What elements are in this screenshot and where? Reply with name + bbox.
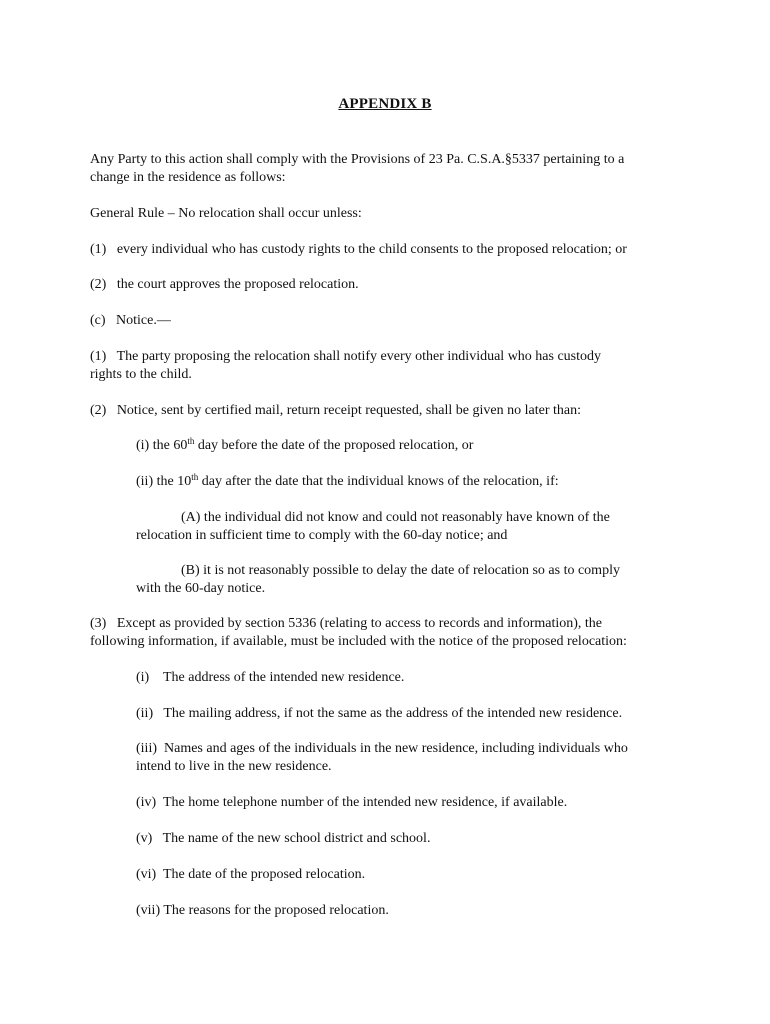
intro-line-1: Any Party to this action shall comply with the Provisions of 23 Pa. C.S.A.§5337 pertaining to a: [90, 152, 625, 167]
notice-3-line-2: following information, if available, must be included with the notice of the proposed relocation:: [90, 634, 627, 649]
intro-line-2: change in the residence as follows:: [90, 170, 286, 185]
notice-2-item-i-post: day before the date of the proposed relocation, or: [194, 438, 474, 453]
notice-2-item-A-line-1: (A) the individual did not know and could not reasonably have known of the: [181, 510, 610, 525]
item-v: (v) The name of the new school district and school.: [136, 831, 431, 846]
notice-2-item-i: [136, 437, 676, 455]
notice-2-item-i-pre: (i) the 60: [136, 438, 188, 453]
item-iii-line-1: (iii) Names and ages of the individuals in the new residence, including individuals who: [136, 741, 628, 756]
rule-2: (2) the court approves the proposed relocation.: [90, 277, 359, 292]
notice-2-item-B-line-1: (B) it is not reasonably possible to delay the date of relocation so as to comply: [181, 563, 620, 578]
notice-2-item-ii-pre: (ii) the 10: [136, 474, 192, 489]
item-iii-line-2: intend to live in the new residence.: [136, 759, 332, 774]
notice-2-item-A: [136, 509, 676, 545]
notice-2-item-B-line-2: with the 60-day notice.: [136, 581, 266, 596]
item-iv: (iv) The home telephone number of the intended new residence, if available.: [136, 795, 568, 810]
item-vi: (vi) The date of the proposed relocation.: [136, 867, 366, 882]
notice-2-item-B: [136, 562, 676, 598]
notice-1-line-2: rights to the child.: [90, 367, 192, 382]
general-rule: General Rule – No relocation shall occur unless:: [90, 206, 362, 221]
item-iii: [136, 740, 676, 776]
notice-3-line-1: (3) Except as provided by section 5336 (relating to access to records and information), the: [90, 616, 603, 631]
rule-1: (1) every individual who has custody rights to the child consents to the proposed relocation; or: [90, 242, 627, 257]
page-title: APPENDIX B: [338, 96, 432, 112]
notice-2-item-i-sup: th: [187, 436, 195, 446]
item-vii: (vii) The reasons for the proposed relocation.: [136, 903, 389, 918]
notice-2-item-ii: [136, 473, 676, 491]
notice-1: [90, 348, 690, 384]
notice-3: [90, 615, 690, 651]
notice-2-item-A-line-2: relocation in sufficient time to comply with the 60-day notice; and: [136, 528, 508, 543]
notice-2-item-ii-post: day after the date that the individual knows of the relocation, if:: [198, 474, 559, 489]
item-i: (i) The address of the intended new residence.: [136, 670, 405, 685]
intro-paragraph: [90, 151, 690, 187]
notice-1-line-1: (1) The party proposing the relocation shall notify every other individual who has custody: [90, 349, 602, 364]
notice-2: (2) Notice, sent by certified mail, return receipt requested, shall be given no later than:: [90, 403, 581, 418]
item-ii: (ii) The mailing address, if not the same as the address of the intended new residence.: [136, 706, 623, 721]
notice-heading: (c) Notice.—: [90, 313, 171, 328]
notice-2-item-ii-sup: th: [191, 472, 199, 482]
